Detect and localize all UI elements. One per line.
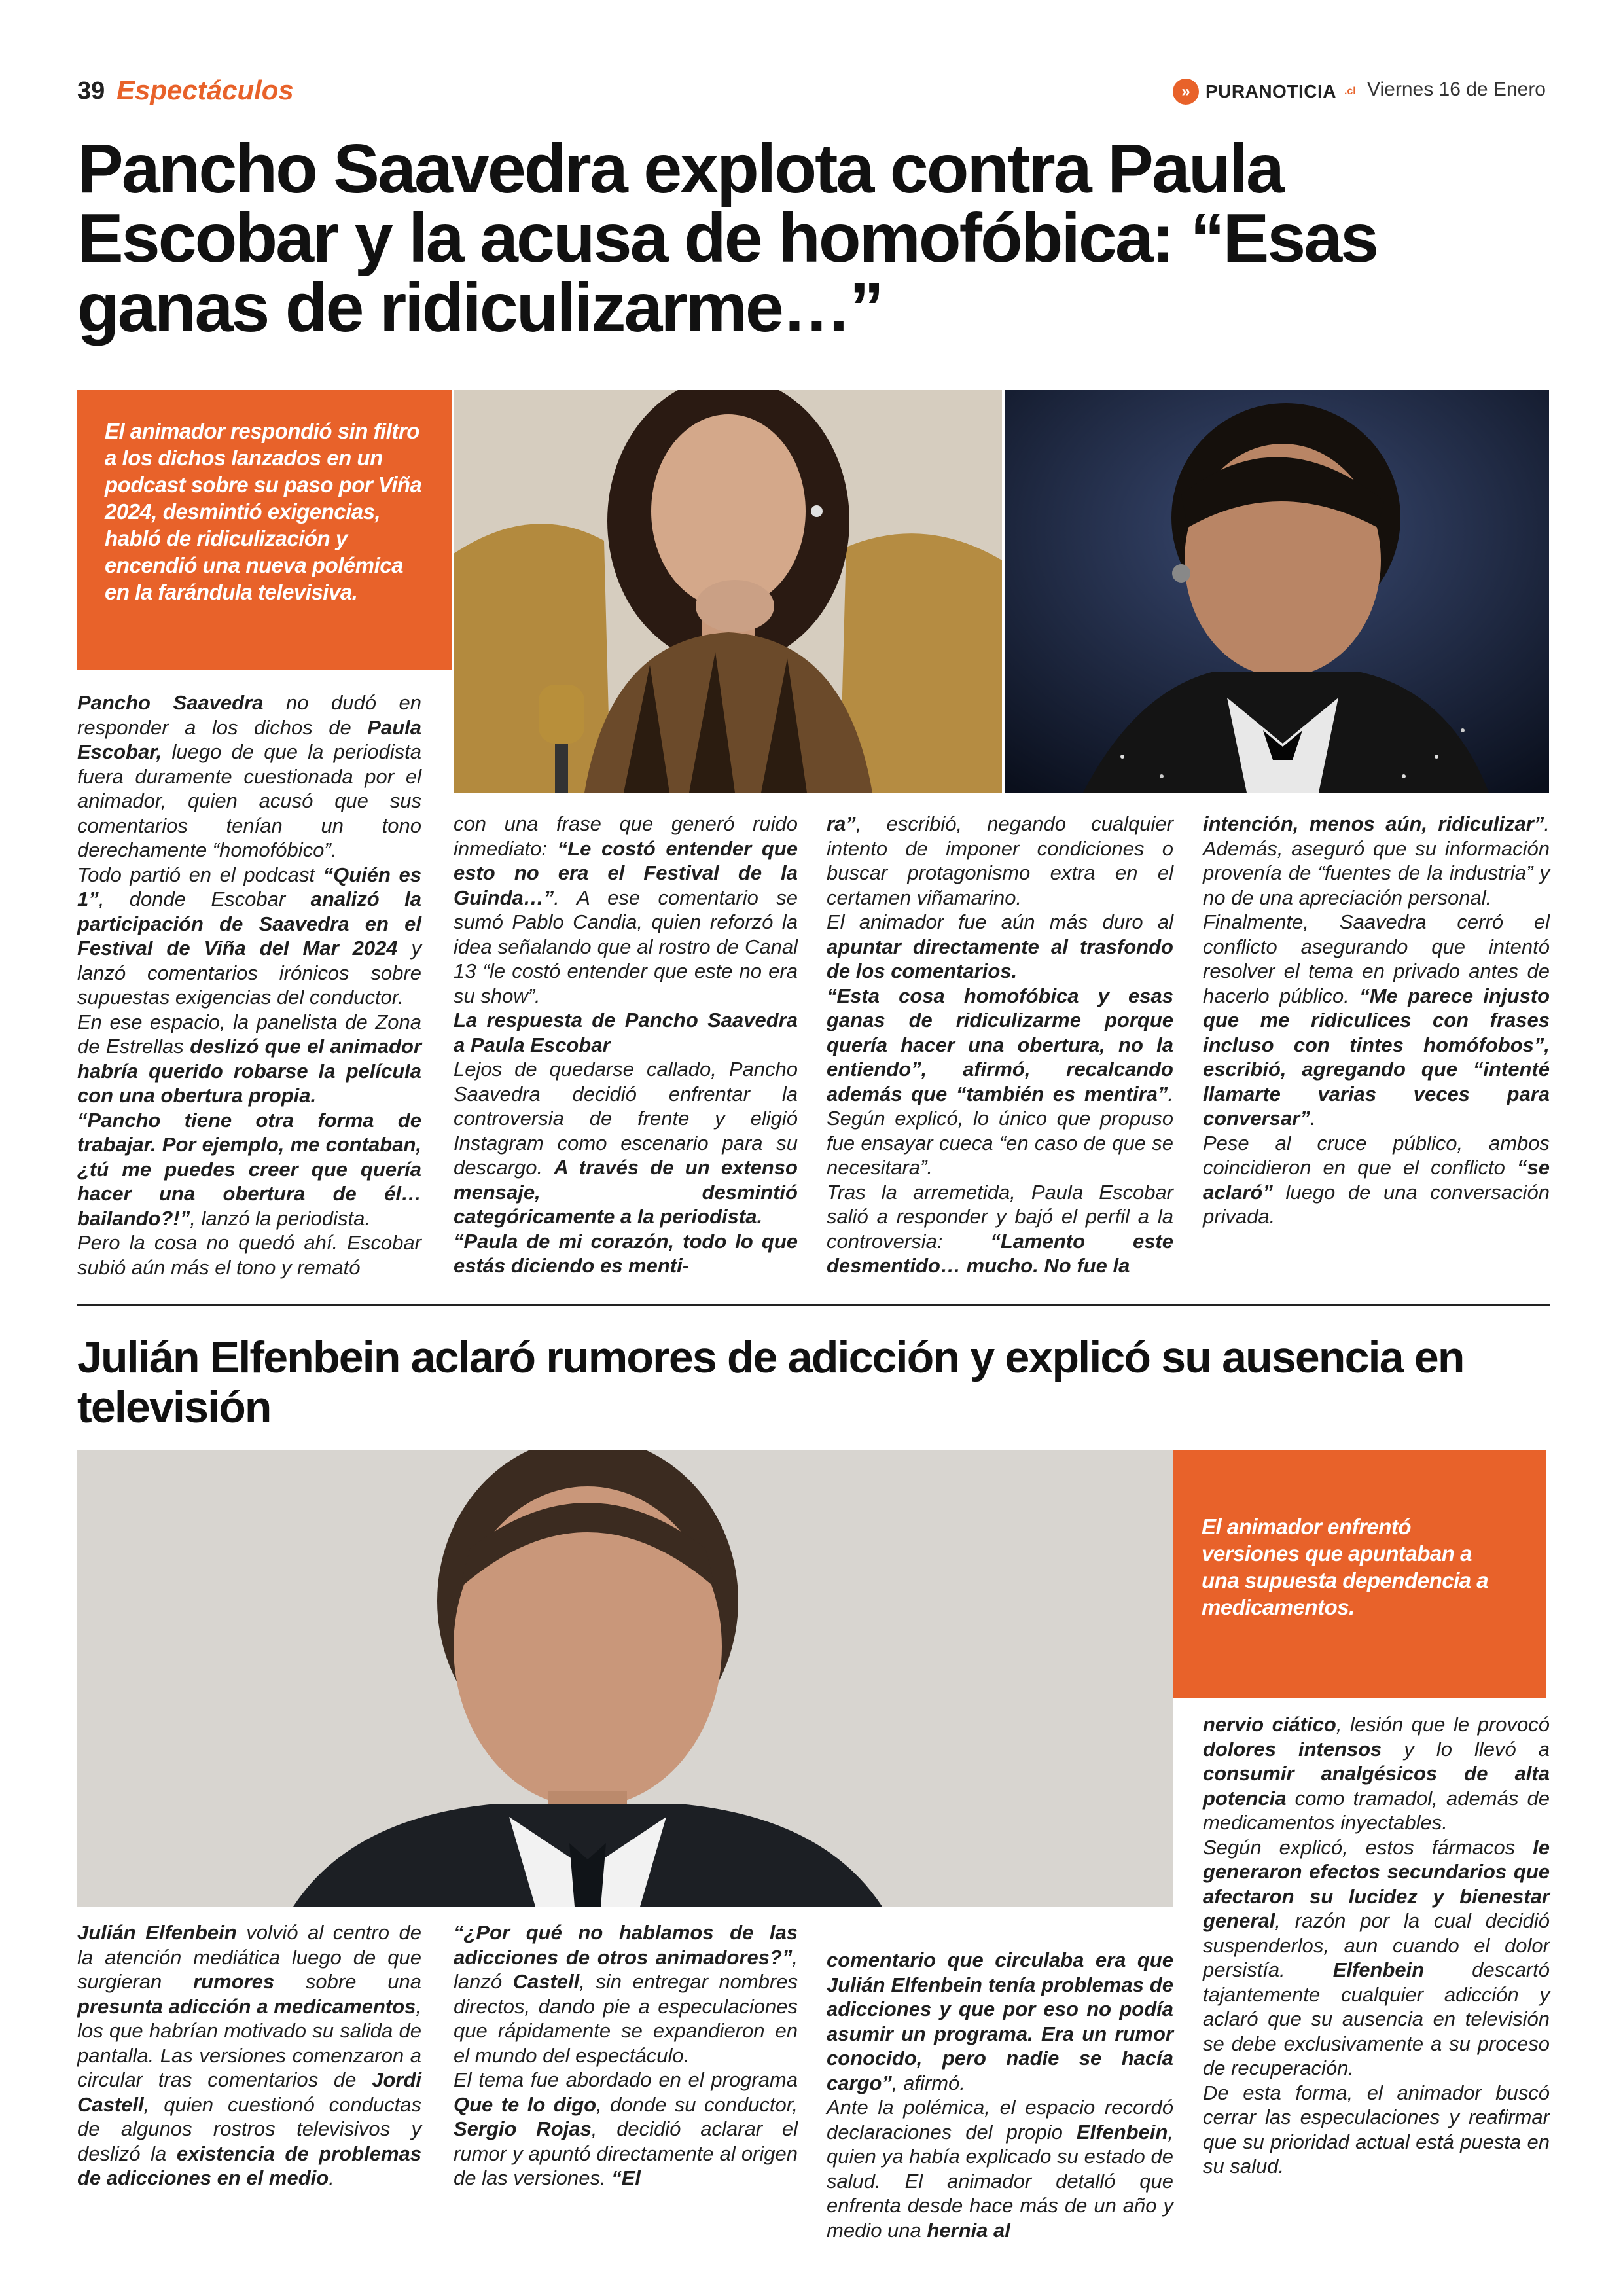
paragraph <box>1203 1712 1550 1835</box>
paragraph <box>77 1108 421 1231</box>
body-text: , razón por la cual decidió suspenderlos, aun cuando el dolor persistía. <box>1203 1909 1550 1981</box>
article1-column-3 <box>827 812 1173 1278</box>
paragraph <box>827 910 1173 984</box>
bold-text: consumir analgésicos de alta potencia <box>1203 1762 1550 1810</box>
paragraph <box>77 691 421 863</box>
article1-column-4 <box>1203 812 1550 1229</box>
bold-text: “Pancho tiene otra forma de trabajar. Por ejemplo, me contaban, ¿tú me puedes creer que quería hacer una obertura de él… bailando?!” <box>77 1108 421 1230</box>
paragraph <box>454 1008 798 1057</box>
body-text: descartó tajantemente cualquier adicción y aclaró que su ausencia en televisión se debe exclusivamente a su proceso de recuperación. <box>1203 1958 1550 2079</box>
body-text: Pero la cosa no quedó ahí. Escobar subió aún más el tono y remató <box>77 1231 421 1279</box>
bold-text: intención, menos aún, ridiculizar” <box>1203 812 1544 835</box>
paula-escobar-image <box>454 390 1002 793</box>
bold-text: Julián Elfenbein <box>77 1921 237 1944</box>
pancho-saavedra-image <box>1005 390 1549 793</box>
bold-text: Castell <box>512 1970 580 1993</box>
body-text: El animador fue aún más duro al <box>827 910 1173 933</box>
body-text: , lanzó la periodista. <box>190 1206 370 1230</box>
bold-text: Jordi Castell <box>77 2068 421 2116</box>
bold-text: nervio ciático <box>1203 1713 1336 1736</box>
issue-date: Viernes 16 de Enero <box>1367 79 1546 100</box>
body-text: luego de que la periodista fuera duramente cuestionada por el animador, quien acusó que sus comentarios tenían un tono derechamente “homofóbico”. <box>77 740 421 861</box>
body-text: y lanzó comentarios irónicos sobre supuestas exigencias del conductor. <box>77 937 421 1009</box>
body-text: luego de una conversación privada. <box>1203 1180 1550 1228</box>
bold-text: ra” <box>827 812 856 835</box>
bold-text: “Esta cosa homofóbica y esas ganas de ridiculizarme porque quería hacer una obertura, no la entiendo”, afirmó, recalcando además que “también es mentira” <box>827 984 1173 1105</box>
photo-pancho-saavedra <box>1005 390 1549 793</box>
article1-lead: El animador respondió sin filtro a los dichos lanzados en un podcast sobre su paso por Viña 2024, desmintió exigencias, habló de ridiculización y encendió una nueva polémica en la farándula televisiva. <box>77 390 452 670</box>
paragraph <box>454 1920 798 2068</box>
paragraph <box>827 812 1173 910</box>
page-number: 39 <box>77 77 105 105</box>
bold-text: deslizó que el animador habría querido robarse la película con una obertura propia. <box>77 1035 422 1107</box>
body-text: . Además, aseguró que su información provenía de “fuentes de la industria” y no de una apreciación personal. <box>1203 812 1550 909</box>
paragraph <box>454 1229 798 1278</box>
article2-column-1 <box>77 1920 421 2191</box>
bold-text: rumores <box>193 1970 275 1993</box>
bold-text: “Paula de mi corazón, todo lo que estás diciendo es menti- <box>454 1229 798 1277</box>
body-text: , donde su conductor, <box>596 2092 798 2116</box>
bold-text: “Me parece injusto que me ridiculices con frases incluso con tintes homófobos”, escribió, agregando que “intenté llamarte varias veces para conversar” <box>1203 984 1550 1130</box>
paragraph <box>77 863 421 1010</box>
body-text: volvió al centro de la atención mediática luego de que surgieran <box>77 1921 421 1993</box>
body-text: con una frase que generó ruido inmediato: <box>454 812 798 860</box>
body-text: Pese al cruce público, ambos coincidieron en que el conflicto <box>1203 1131 1550 1179</box>
photo-paula-escobar <box>454 390 1002 793</box>
bold-text: “Le costó entender que esto no era el Festival de la Guinda…” <box>454 836 798 909</box>
body-text: Según explicó, estos fármacos <box>1203 1835 1533 1859</box>
body-text: , lesión que le provocó <box>1336 1713 1550 1736</box>
bold-text: presunta adicción a medicamentos <box>77 1994 416 2018</box>
bold-text: La respuesta de Pancho Saavedra a Paula Escobar <box>454 1009 798 1056</box>
article2-headline: Julián Elfenbein aclaró rumores de adicción y explicó su ausencia en televisión <box>77 1333 1464 1432</box>
paragraph <box>77 1230 421 1280</box>
body-text: En ese espacio, la panelista de Zona de Estrellas <box>77 1010 421 1058</box>
bold-text: “¿Por qué no hablamos de las adicciones de otros animadores?” <box>454 1921 798 1969</box>
bold-text: Elfenbein <box>1076 2120 1168 2144</box>
bold-text: apuntar directamente al trasfondo de los comentarios. <box>827 935 1173 982</box>
body-text: , escribió, negando cualquier intento de imponer condiciones o buscar protagonismo extra en el certamen viñamarino. <box>827 812 1173 909</box>
bold-text: A través de un extenso mensaje, desmintió categóricamente a la periodista. <box>454 1156 798 1228</box>
bold-text: Sergio Rojas <box>454 2117 592 2140</box>
body-text: Todo partió en el podcast <box>77 863 323 886</box>
body-text: . <box>329 2166 334 2189</box>
bold-text: comentario que circulaba era que Julián Elfenbein tenía problemas de adicciones y que por eso no podía asumir un programa. Era un rumor conocido, pero nadie se hacía cargo” <box>827 1948 1173 2094</box>
bold-text: “El <box>611 2166 641 2189</box>
body-text: . A ese comentario se sumó Pablo Candia, quien reforzó la idea señalando que al rostro de Canal 13 “le costó entender que este no era su show”. <box>454 886 798 1007</box>
body-text: El tema fue abordado en el programa <box>454 2068 798 2091</box>
publication-logo <box>1173 77 1356 106</box>
article1-column-2 <box>454 812 798 1278</box>
paragraph <box>77 1920 421 2191</box>
bold-text: le generaron efectos secundarios que afectaron su lucidez y bienestar general <box>1203 1835 1550 1932</box>
body-text: , quien ya había explicado su estado de salud. El animador detalló que enfrenta desde hace más de un año y medio una <box>827 2120 1173 2242</box>
paragraph <box>1203 910 1550 1131</box>
paragraph <box>1203 1131 1550 1229</box>
bold-text: Que te lo digo <box>454 2092 597 2116</box>
article-divider <box>77 1304 1550 1306</box>
paragraph <box>1203 2081 1550 2179</box>
logo-domain: .cl <box>1344 86 1356 97</box>
bold-text: “Lamento este desmentido… mucho. No fue la <box>827 1229 1173 1277</box>
article1-headline: Pancho Saavedra explota contra Paula Escobar y la acusa de homofóbica: “Esas ganas de ridiculizarme…” <box>77 130 1378 346</box>
body-text: . Según explicó, lo único que propuso fue ensayar cueca “en caso de que se necesitara”. <box>827 1082 1173 1179</box>
body-text: Tras la arremetida, Paula Escobar salió a responder y bajó el perfil a la controversia: <box>827 1180 1173 1253</box>
article2-column-2 <box>454 1920 798 2191</box>
bold-text: Pancho Saavedra <box>77 691 264 714</box>
bold-text: dolores intensos <box>1203 1737 1382 1761</box>
paragraph <box>454 1057 798 1229</box>
body-text: De esta forma, el animador buscó cerrar las especulaciones y reafirmar que su prioridad actual está puesta en su salud. <box>1203 2081 1550 2178</box>
body-text: y lo llevó a <box>1382 1737 1550 1761</box>
article1-column-1 <box>77 691 421 1280</box>
logo-arrow-icon: » <box>1173 79 1199 105</box>
body-text: . <box>1310 1107 1316 1130</box>
bold-text: “Quién es 1” <box>77 863 422 910</box>
paragraph <box>827 2095 1173 2242</box>
body-text: , lanzó <box>454 1945 798 1993</box>
bold-text: Elfenbein <box>1332 1958 1425 1981</box>
body-text: no dudó en responder a los dichos de <box>77 691 421 739</box>
photo-julian-elfenbein <box>77 1450 1173 1907</box>
body-text: como tramadol, además de medicamentos inyectables. <box>1203 1786 1550 1834</box>
body-text: , afirmó. <box>891 2071 965 2094</box>
body-text: , los que habrían motivado su salida de pantalla. Las versiones comenzaron a circular tras comentarios de <box>77 1994 421 2091</box>
bold-text: “se aclaró” <box>1203 1156 1550 1204</box>
article2-lead: El animador enfrentó versiones que apuntaban a una supuesta dependencia a medicamentos. <box>1173 1450 1546 1698</box>
logo-wordmark: PURANOTICIA <box>1205 81 1336 101</box>
paragraph <box>827 984 1173 1180</box>
bold-text: Paula Escobar, <box>77 715 421 763</box>
body-text: , quien cuestionó conductas de algunos rostros televisivos y deslizó la <box>77 2092 421 2165</box>
paragraph <box>827 1948 1173 2095</box>
paragraph <box>1203 812 1550 910</box>
bold-text: hernia al <box>927 2218 1010 2242</box>
body-text: Finalmente, Saavedra cerró el conflicto asegurando que intentó resolver el tema en privado antes de hacerlo público. <box>1203 910 1550 1007</box>
article2-column-3 <box>827 1948 1173 2242</box>
body-text: Ante la polémica, el espacio recordó declaraciones del propio <box>827 2096 1173 2144</box>
paragraph <box>454 2068 798 2191</box>
body-text: , sin entregar nombres directos, dando pie a especulaciones que rápidamente se expandieron en el mundo del espectáculo. <box>454 1970 798 2067</box>
body-text: , donde Escobar <box>98 888 311 910</box>
paragraph <box>1203 1835 1550 2081</box>
body-text: Lejos de quedarse callado, Pancho Saavedra decidió enfrentar la controversia de frente y eligió Instagram como escenario para su descargo. <box>454 1058 798 1179</box>
body-text: , decidió aclarar el rumor y apuntó directamente al origen de las versiones. <box>454 2117 798 2189</box>
paragraph <box>77 1010 421 1108</box>
article2-column-4 <box>1203 1712 1550 2179</box>
body-text: sobre una <box>274 1970 421 1993</box>
section-name: Espectáculos <box>116 75 294 105</box>
paragraph <box>827 1180 1173 1278</box>
bold-text: existencia de problemas de adicciones en el medio <box>77 2142 421 2189</box>
paragraph <box>454 812 798 1008</box>
julian-elfenbein-image <box>77 1450 1173 1907</box>
bold-text: analizó la participación de Saavedra en el Festival de Viña del Mar 2024 <box>77 888 421 960</box>
